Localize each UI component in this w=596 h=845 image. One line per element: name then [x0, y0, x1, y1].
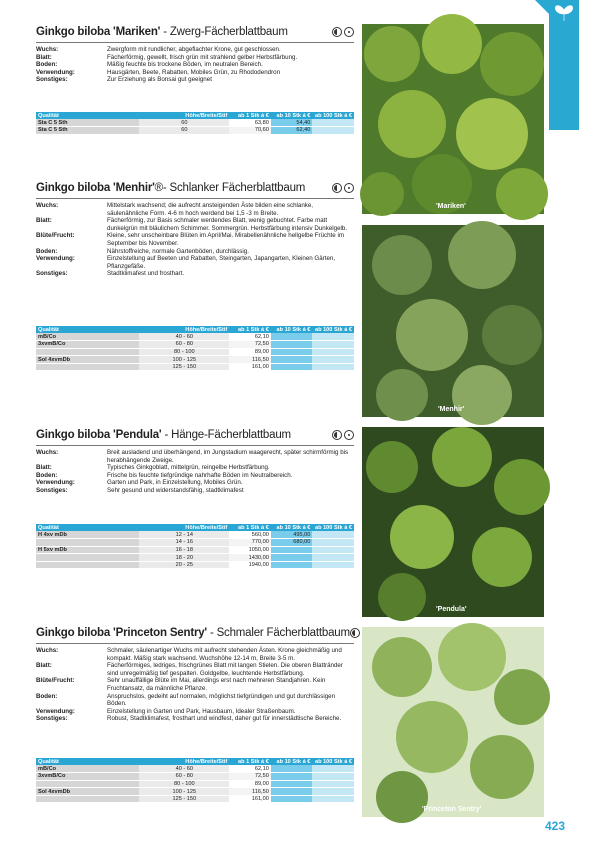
half-shade-icon: [332, 430, 342, 440]
page-number: 423: [544, 819, 565, 833]
product-mariken: [36, 24, 354, 134]
photo-caption: 'Menhir': [438, 406, 465, 413]
product-pendula: [36, 427, 354, 569]
category-label: GINKGO: [576, 116, 595, 191]
table-row: mB/Co 40 - 60 62,10: [36, 765, 354, 773]
table-row: 3xvmB/Co 60 - 80 72,50: [36, 773, 354, 781]
table-row: 14 - 16 770,00 680,00: [36, 539, 354, 547]
property-list: Wuchs: Schmaler, säulenartiger Wuchs mit aufrecht stehenden Ästen. Krone gleichmäßig und kompakt. Mäßig stark wachsend. Wuchshöhe 12-14 m, Breite 3-5 m. Blatt: Fächerförmiges, ledriges, frischgrünes Blatt mit langen Stielen. Die oberen Blattränder sind unregelmäßig tief gespalten. Goldgelbe, leuchtende Herbstfärbung. Blüte/Frucht: Sehr unauffällige Blüte im Mai, allerdings erst nach mehreren Standjahren. Kein Fruchtansatz, da männliche Pflanze. Boden: Anspruchslos, gedeiht auf normalen, möglichst tiefgründigen und gut durchlässigen Böden. Verwendung: Einzelstellung in Garten und Park, Hausbaum, Idealer Straßenbaum. Sonstiges: Robust, Stadtklimafest, frosthart und windfest, daher gut für innerstädtische Bereiche.: [36, 647, 343, 723]
title-divider: [36, 643, 354, 644]
product-title: Ginkgo biloba 'Mariken' - Zwerg-Fächerblattbaum: [36, 26, 288, 38]
photo-princeton-sentry: [362, 627, 544, 817]
photo-pendula: [362, 427, 544, 617]
property-list: Wuchs: Mittelstark wachsend; die aufrecht ansteigenden Äste bilden eine schlanke, säulenähnliche Form. 4-6 m hoch werdend bei 1,5 -3 m Breite. Blatt: Fächerförmig, zur Basis schmaler werdendes Blatt, wenig gebuchtet. Farbe matt dunkelgrün mit bläulichem Schimmer. Sommergrün. Herbstfärbung intensiv Dunkelgelb. Blüte/Frucht: Kleine, sehr unscheinbare Blüten im April/Mai. Mirabellenähnliche hellgelbe Früchte im September bis November. Boden: Nährstoffreiche, normale Gartenböden, durchlässig. Verwendung: Einzelstellung auf Beeten und Rabatten, Steingarten, Japangarten, Kleinen Gärten, Pflanzgefäße. Sonstiges: Stadtklimafest und frosthart.: [36, 202, 348, 278]
price-table: Qualität Höhe/Breite/Stif ab 1 Stk á € ab 10 Stk á € ab 100 Stk á € mB/Co 40 - 60 62,10 3xvmB/Co 60 - 80 72,50 80 - 100 89,00 Sol 4xvmDb 100 - 125 116,50 125 - 150 161,00: [38, 326, 352, 371]
table-row: 80 - 100 89,00: [36, 780, 354, 788]
light-symbols: [332, 430, 354, 440]
photo-mariken: [362, 24, 544, 214]
sun-icon: [344, 183, 354, 193]
table-row: H 4xv mDb 12 - 14 560,00 495,00: [36, 531, 354, 539]
table-row: Sol 4xvmDb 100 - 125 116,50: [36, 356, 354, 364]
half-shade-icon: [350, 628, 360, 638]
product-menhir: [36, 180, 354, 371]
table-row: 125 - 150 161,00: [36, 363, 354, 371]
table-row: 3xvmB/Co 60 - 80 72,50: [36, 341, 354, 349]
product-title: Ginkgo biloba 'Princeton Sentry' - Schmaler Fächerblattbaum: [36, 627, 350, 639]
half-shade-icon: [332, 27, 342, 37]
sun-icon: [344, 430, 354, 440]
property-list: Wuchs: Breit ausladend und überhängend, im Jungstadium waagerecht, später schirmförmig bis herabhängende Zweige. Blatt: Typisches Ginkgoblatt, mittelgrün, reingelbe Herbstfärbung. Boden: Frische bis feuchte tiefgründige nahrhafte Böden im Neutralbereich. Verwendung: Garten und Park, in Einzelstellung, Mobiles Grün. Sonstiges: Sehr gesund und widerstandsfähig, stadtklimafest: [36, 449, 349, 494]
table-row: 18 - 20 1430,00: [36, 554, 354, 562]
ginkgo-leaf-icon: [553, 4, 575, 22]
table-row: Sta C 5 Sth 60 70,60 62,40: [36, 127, 354, 135]
photo-caption: 'Princeton Sentry': [422, 806, 482, 813]
product-title: Ginkgo biloba 'Menhir'®- Schlanker Fächerblattbaum: [36, 182, 306, 194]
product-title: Ginkgo biloba 'Pendula' - Hänge-Fächerblattbaum: [36, 429, 291, 441]
price-table: Qualität Höhe/Breite/Stif ab 1 Stk á € ab 10 Stk á € ab 100 Stk á € H 4xv mDb 12 - 14 560,00 495,00 14 - 16 770,00 680,00 H 5xv mDb 16 - 18 1050,00 18 - 20 1430,00 20 - 25 1940,00: [38, 524, 352, 569]
light-symbols: [332, 183, 354, 193]
table-row: Sol 4xvmDb 100 - 125 116,50: [36, 788, 354, 796]
photo-caption: 'Mariken': [436, 203, 466, 210]
table-row: mB/Co 40 - 60 62,10: [36, 333, 354, 341]
table-row: Sta C 5 Sth 60 63,80 54,40: [36, 119, 354, 127]
photo-menhir: [362, 225, 544, 417]
title-divider: [36, 445, 354, 446]
half-shade-icon: [332, 183, 342, 193]
price-table: Qualität Höhe/Breite/Stif ab 1 Stk á € ab 10 Stk á € ab 100 Stk á € mB/Co 40 - 60 62,10 3xvmB/Co 60 - 80 72,50 80 - 100 89,00 Sol 4xvmDb 100 - 125 116,50 125 - 150 161,00: [38, 758, 352, 803]
table-row: H 5xv mDb 16 - 18 1050,00: [36, 546, 354, 554]
price-table: Qualität Höhe/Breite/Stif ab 1 Stk á € ab 10 Stk á € ab 100 Stk á € Sta C 5 Sth 60 63,80 54,40 Sta C 5 Sth 60 70,60 62,40: [38, 112, 352, 134]
table-row: 80 - 100 89,00: [36, 348, 354, 356]
title-divider: [36, 42, 354, 43]
product-princeton-sentry: [36, 625, 354, 803]
table-row: 125 - 150 161,00: [36, 795, 354, 803]
title-divider: [36, 198, 354, 199]
table-row: 20 - 25 1940,00: [36, 561, 354, 569]
light-symbols: [332, 27, 354, 37]
property-list: Wuchs: Zwergform mit rundlicher, abgeflachter Krone, gut geschlossen. Blatt: Fächerförmig, gewellt, frisch grün mit strahlend gelber Herbstfärbung. Boden: Mäßig feuchte bis trockene Böden, im neutralen Bereich. Verwendung: Hausgärten, Beete, Rabatten, Mobiles Grün, zu Rhododendron Sonstiges: Zur Erziehung als Bonsai gut geeignet: [36, 46, 298, 84]
photo-caption: 'Pendula': [436, 606, 467, 613]
sun-icon: [344, 27, 354, 37]
